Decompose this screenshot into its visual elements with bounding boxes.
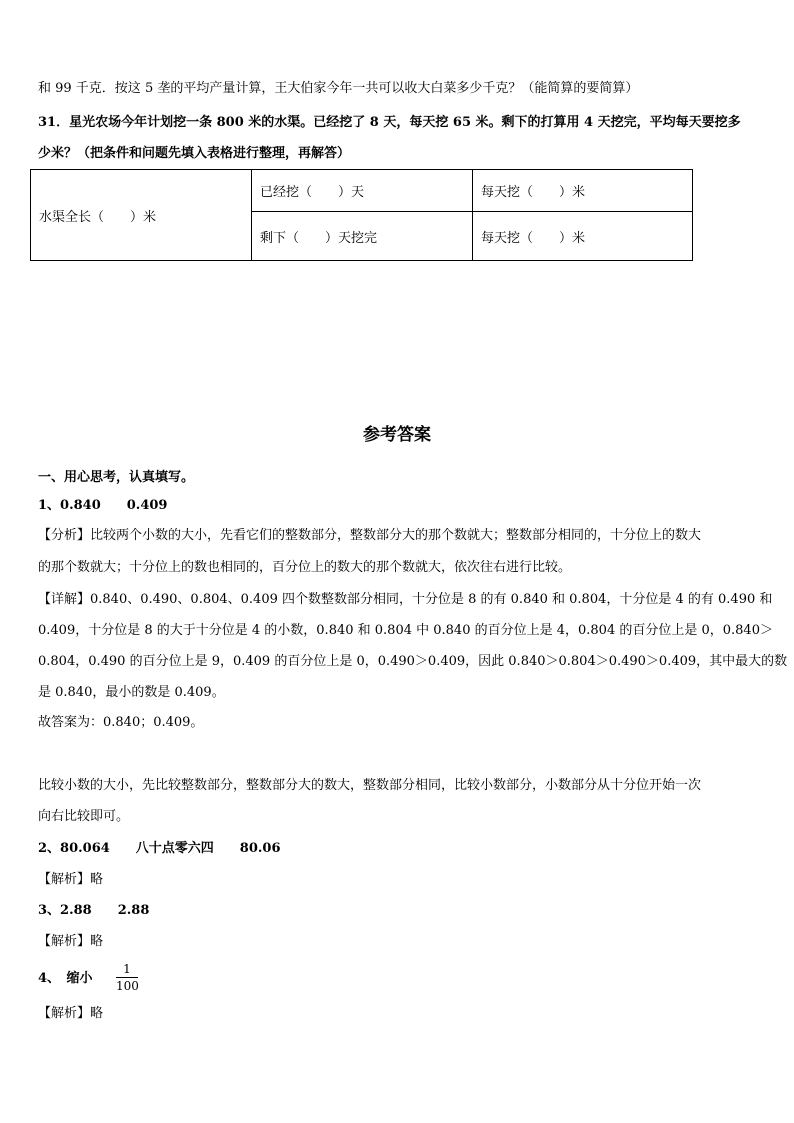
answer-4-analysis: 【解析】略 bbox=[38, 1006, 104, 1021]
fraction-bar bbox=[116, 977, 138, 978]
table-cell-dug-days: 已经挖（ ）天 bbox=[252, 170, 473, 212]
answer-4: 4、 缩小 bbox=[38, 971, 93, 986]
table-cell-remaining-days: 剩下（ ）天挖完 bbox=[252, 212, 473, 261]
answer-1-detail-4: 是 0.840，最小的数是 0.409。 bbox=[38, 685, 225, 700]
table-cell-per-day-1: 每天挖（ ）米 bbox=[473, 170, 693, 212]
answer-1-summary-2: 向右比较即可。 bbox=[38, 809, 130, 824]
answer-2: 2、80.064 八十点零六四 80.06 bbox=[38, 841, 281, 856]
q31-line2: 少米？（把条件和问题先填入表格进行整理，再解答） bbox=[38, 146, 351, 161]
answer-4-fraction bbox=[116, 962, 138, 993]
answer-1-detail-3: 0.804，0.490 的百分位上是 9，0.409 的百分位上是 0，0.490＞0.409，因此 0.840＞0.804＞0.490＞0.409，其中最大的数 bbox=[38, 654, 788, 669]
fraction-denominator: 100 bbox=[116, 979, 139, 993]
table-cell-per-day-2: 每天挖（ ）米 bbox=[473, 212, 693, 261]
answers-title: 参考答案 bbox=[363, 425, 431, 445]
answer-3-analysis: 【解析】略 bbox=[38, 934, 104, 949]
answer-1: 1、0.840 0.409 bbox=[38, 498, 168, 513]
answer-2-analysis: 【解析】略 bbox=[38, 872, 104, 887]
q31-line1: 31．星光农场今年计划挖一条 800 米的水渠。已经挖了 8 天，每天挖 65 米。剩下的打算用 4 天挖完，平均每天要挖多 bbox=[38, 115, 741, 130]
answer-3: 3、2.88 2.88 bbox=[38, 903, 150, 918]
prev-question-tail: 和 99 千克．按这 5 垄的平均产量计算，王大伯家今年一共可以收大白菜多少千克？（能简算的要简算） bbox=[38, 81, 639, 96]
fraction-numerator: 1 bbox=[123, 962, 131, 976]
answer-1-detail-2: 0.409，十分位是 8 的大于十分位是 4 的小数，0.840 和 0.804 中 0.840 的百分位上是 4，0.804 的百分位上是 0，0.840＞ bbox=[38, 623, 773, 638]
answer-1-detail-1: 【详解】0.840、0.490、0.804、0.409 四个数整数部分相同，十分位是 8 的有 0.840 和 0.804，十分位是 4 的有 0.490 和 bbox=[38, 592, 773, 607]
answer-1-summary-1: 比较小数的大小，先比较整数部分，整数部分大的数大，整数部分相同，比较小数部分，小数部分从十分位开始一次 bbox=[38, 778, 702, 793]
section1-heading: 一、用心思考，认真填写。 bbox=[38, 470, 195, 485]
answer-1-conclusion: 故答案为：0.840；0.409。 bbox=[38, 715, 204, 730]
answer-1-analysis-1: 【分析】比较两个小数的大小，先看它们的整数部分，整数部分大的那个数就大；整数部分相同的，十分位上的数大 bbox=[38, 528, 702, 543]
q31-table bbox=[30, 169, 693, 261]
table-cell-total-length: 水渠全长（ ）米 bbox=[31, 170, 252, 261]
answer-1-analysis-2: 的那个数就大；十分位上的数也相同的，百分位上的数大的那个数就大，依次往右进行比较。 bbox=[38, 560, 572, 575]
